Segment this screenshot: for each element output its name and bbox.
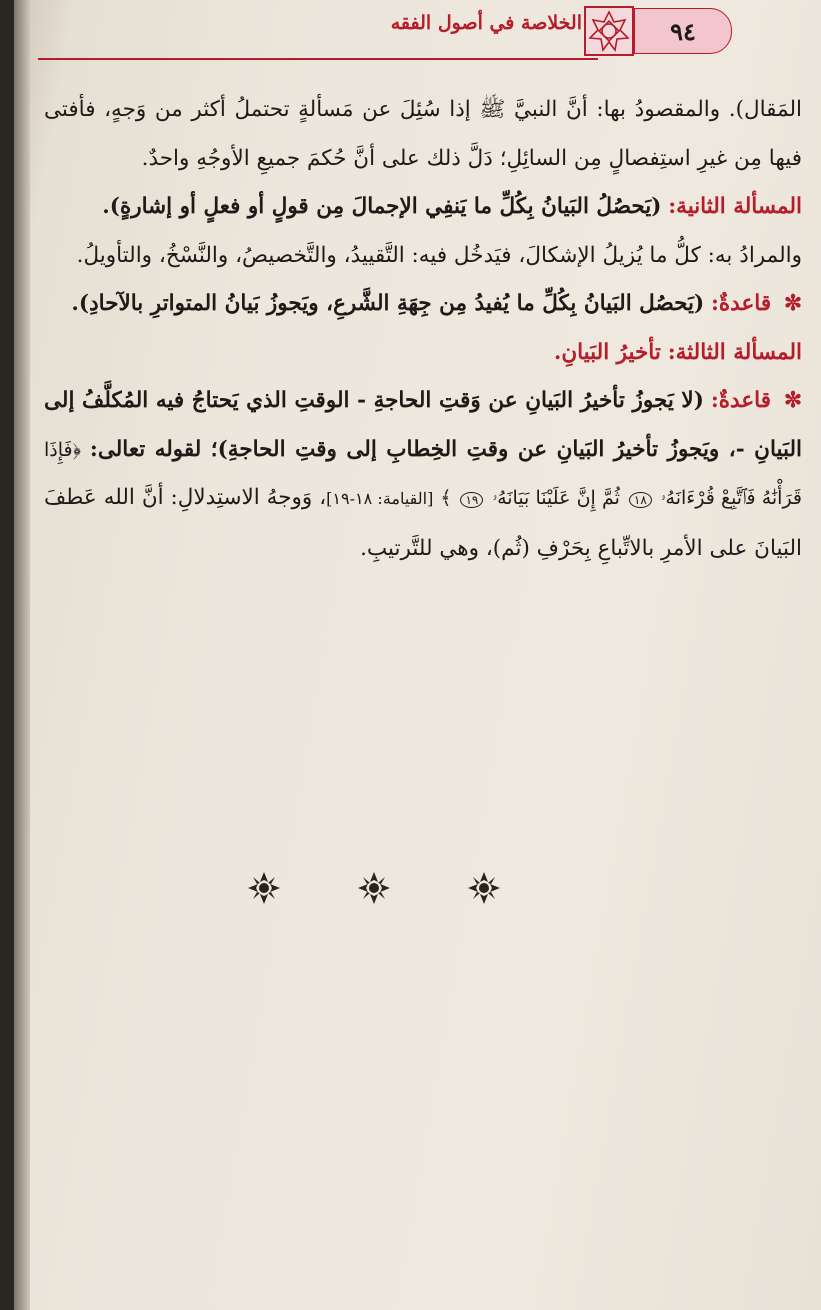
page-number-badge: [634, 8, 732, 54]
ayah-number-marker: ١٨: [629, 492, 652, 508]
section-separator: [244, 868, 504, 908]
paragraph-2: [44, 183, 802, 232]
header-rule: [38, 58, 598, 60]
rule-one-text: (يَحصُل البَيانُ بِكُلِّ ما يُفيدُ مِن جِهَةِ الشَّرعِ، ويَجوزُ بَيانُ المتواترِ بالآحادِ).: [71, 291, 705, 316]
ayah-number-marker: ١٩: [460, 492, 483, 508]
ornament-icon: [584, 6, 634, 56]
star-bullet-icon: ✼: [783, 291, 802, 316]
issue-two-label: المسألة الثانية:: [668, 194, 802, 219]
rule-two-text: (لا يَجوزُ تأخيرُ البَيانِ عن وَقتِ الحاجةِ - الوقتِ الذي يَحتاجُ فيه المُكلَّفُ إلى البَيانِ -، ويَجوزُ تأخيرُ البَيانِ عن وقتِ الخِطابِ إلى وقتِ الحاجةِ)؛ لقوله تعالى:: [44, 388, 802, 462]
paragraph-7: ، وَوجهُ الاستِدلالِ: أنَّ الله عَطفَ البَيانَ على الأمرِ بالاتِّباعِ بِحَرْفِ (ثُم)، وهي للتَّرتيبِ.: [44, 485, 802, 561]
flourish-ornament-icon: [354, 868, 394, 908]
paragraph-5: [44, 329, 802, 378]
quran-reference: [القيامة: ١٨-١٩]: [326, 489, 434, 508]
paragraph-6: [44, 377, 802, 573]
quran-verse-close: ﴾: [440, 487, 452, 509]
quran-verse-part-a: ﴿فَإِذَا قَرَأْنَٰهُ فَٱتَّبِعْ قُرْءَانَهُۥ: [44, 438, 803, 509]
issue-three-label: المسألة الثالثة:: [667, 339, 802, 365]
star-bullet-icon: ✼: [783, 388, 802, 413]
paragraph-1: المَقال). والمقصودُ بها: أنَّ النبيَّ ﷺ إذا سُئِلَ عن مَسألةٍ تحتملُ أكثر من وَجهٍ، فأفتى فيها مِن غيرِ استِفصالٍ مِن السائِلِ؛ دَلَّ ذلك على أنَّ حُكمَ جميعِ الأوجُهِ واحدٌ.: [44, 97, 802, 171]
quran-verse-part-b: ثُمَّ إِنَّ عَلَيْنَا بَيَانَهُۥ: [492, 487, 620, 509]
book-spine-shadow: [14, 0, 30, 1310]
page-body: [44, 86, 802, 573]
paragraph-3: والمرادُ به: كلُّ ما يُزيلُ الإشكالَ، فيَدخُل فيه: التَّقييدُ، والتَّخصيصُ، والنَّسْخُ، والتأويلُ.: [76, 242, 802, 268]
header-title: الخلاصة في أصول الفقه: [390, 12, 582, 34]
page-header: [14, 0, 821, 62]
rule-one-label: قاعدةٌ:: [710, 291, 772, 316]
rule-two-label: قاعدةٌ:: [710, 388, 771, 413]
flourish-ornament-icon: [464, 868, 504, 908]
book-page: [14, 0, 821, 1310]
issue-three-text: تأخيرُ البَيانِ.: [553, 339, 661, 365]
paragraph-4: [44, 280, 802, 329]
issue-two-text: (يَحصُلُ البَيانُ بِكُلِّ ما يَنفِي الإجمالَ مِن قولٍ أو فعلٍ أو إشارةٍ).: [102, 194, 662, 219]
flourish-ornament-icon: [244, 868, 284, 908]
page-number: ٩٤: [670, 16, 696, 46]
